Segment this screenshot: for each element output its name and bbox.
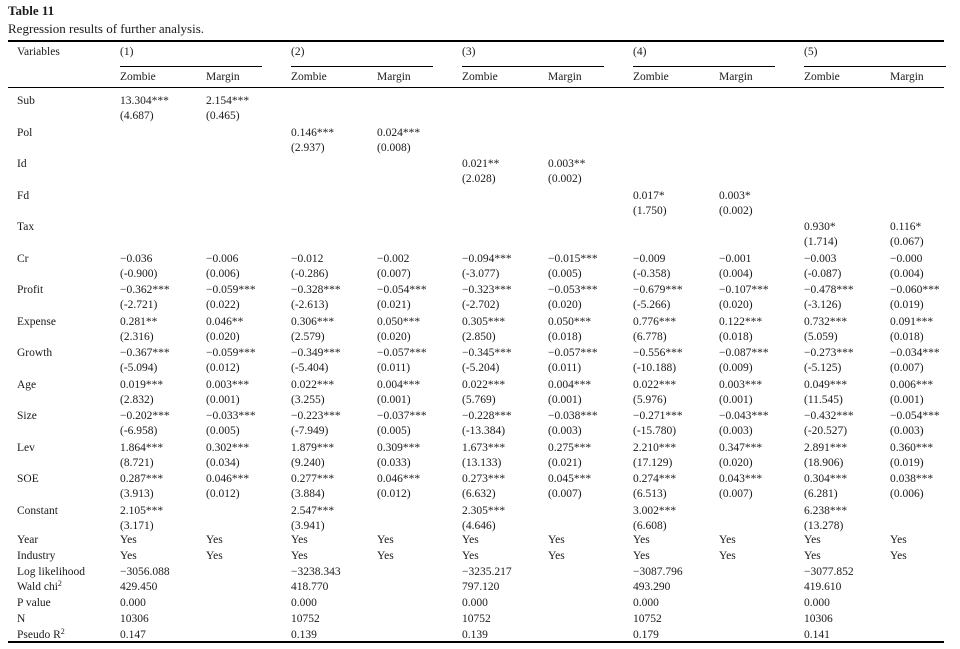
standard-error: (0.019) [890,299,924,311]
coefficient: −0.036 [120,252,153,265]
coefficient: 0.275*** [548,441,592,454]
statistic-value: Yes [120,549,137,562]
coefficient: 0.006*** [890,378,934,391]
statistic-value: Yes [890,534,907,546]
standard-error: (-2.702) [462,299,500,311]
model-header: (4) [633,46,647,58]
standard-error: (0.021) [548,456,582,469]
statistic-value: 419.610 [804,581,842,594]
coefficient: 0.116* [890,221,922,233]
coefficient: 2.547*** [291,504,335,517]
row-label: Year [17,534,39,546]
coefficient: 0.776*** [633,315,677,328]
coefficient: 0.017* [633,189,665,202]
coefficient: 0.302*** [206,441,250,454]
coefficient: −0.107*** [719,284,769,296]
coefficient: −0.034*** [890,347,940,359]
row-label: Expense [17,315,56,328]
coefficient: −0.037*** [377,410,427,422]
standard-error: (0.020) [719,299,753,311]
coefficient: 0.930* [804,221,836,233]
variables-header: Variables [17,46,60,58]
standard-error: (0.018) [719,330,753,343]
coefficient: 0.004*** [377,378,421,391]
standard-error: (0.020) [377,330,411,343]
coefficient: 0.003*** [719,378,763,391]
model-underline [804,66,946,67]
standard-error: (0.018) [890,330,924,343]
coefficient: −0.054*** [890,410,940,422]
standard-error: (2.028) [462,173,496,185]
coefficient: −0.059*** [206,284,256,296]
statistic-value: 429.450 [120,581,158,594]
standard-error: (0.007) [890,362,924,374]
standard-error: (0.007) [548,488,582,500]
coefficient: −0.060*** [890,284,940,296]
standard-error: (0.021) [377,299,411,311]
standard-error: (11.545) [804,393,843,406]
coefficient: 0.277*** [291,473,335,485]
coefficient: 2.305*** [462,504,506,517]
statistic-value: 0.000 [462,597,488,610]
standard-error: (2.579) [291,330,325,343]
coefficient: 0.038*** [890,473,934,485]
row-label: Log likelihood [17,565,86,578]
statistic-value: Yes [291,549,308,562]
coefficient: −0.038*** [548,410,598,422]
row-label: Wald chi$^2$ [17,579,62,594]
coefficient: 0.050*** [377,315,421,328]
standard-error: (-3.077) [462,267,500,280]
coefficient: −0.328*** [291,284,341,296]
row-label: Age [17,378,37,391]
standard-error: (-3.126) [804,299,842,311]
standard-error: (0.006) [206,267,240,280]
coefficient: −0.478*** [804,284,854,296]
coefficient: −0.345*** [462,347,512,359]
coefficient: −0.053*** [548,284,598,296]
standard-error: (0.001) [719,393,753,406]
coefficient: 0.347*** [719,441,763,454]
standard-error: (6.608) [633,519,667,532]
row-label: SOE [17,473,39,485]
statistic-value: Yes [462,534,479,546]
standard-error: (3.171) [120,519,154,532]
statistic-value: Yes [548,534,565,546]
coefficient: 3.002*** [633,504,677,517]
coefficient: −0.349*** [291,347,341,359]
model-header: (2) [291,46,305,58]
coefficient: 0.146*** [291,126,335,139]
subcolumn-header: Zombie [804,71,840,83]
standard-error: (0.003) [548,425,582,437]
coefficient: 0.004*** [548,378,592,391]
standard-error: (0.005) [206,425,240,437]
standard-error: (0.003) [719,425,753,437]
standard-error: (0.009) [719,362,753,374]
coefficient: −0.033*** [206,410,256,422]
standard-error: (-0.286) [291,267,329,280]
coefficient: −0.012 [291,252,324,265]
standard-error: (0.020) [206,330,240,343]
coefficient: 2.210*** [633,441,677,454]
statistic-value: −3087.796 [633,565,683,578]
statistic-value: Yes [206,534,223,546]
standard-error: (6.632) [462,488,496,500]
standard-error: (-5.404) [291,362,329,374]
statistic-value: Yes [804,549,821,562]
row-label: Constant [17,504,58,517]
standard-error: (-5.266) [633,299,671,311]
standard-error: (17.129) [633,456,673,469]
subcolumn-header: Margin [890,71,924,83]
standard-error: (-5.125) [804,362,842,374]
coefficient: −0.059*** [206,347,256,359]
row-label: Lev [17,441,35,454]
coefficient: 0.091*** [890,315,934,328]
standard-error: (2.937) [291,141,325,154]
table-caption: Regression results of further analysis. [8,21,205,36]
coefficient: 0.046** [206,315,244,328]
statistic-value: Yes [890,549,907,562]
coefficient: 0.360*** [890,441,934,454]
row-label: Fd [17,189,30,202]
standard-error: (5.976) [633,393,667,406]
statistic-value: 797.120 [462,581,500,594]
standard-error: (0.001) [548,393,582,406]
table-top-rule [8,40,944,42]
subcolumn-header: Zombie [291,71,327,83]
coefficient: 0.003* [719,189,751,202]
standard-error: (0.004) [719,267,753,280]
coefficient: 0.022*** [633,378,677,391]
superscript: 2 [60,626,65,636]
standard-error: (2.832) [120,393,154,406]
coefficient: 0.022*** [291,378,335,391]
standard-error: (-6.958) [120,425,158,437]
standard-error: (0.007) [719,488,753,500]
standard-error: (13.133) [462,456,502,469]
coefficient: 0.304*** [804,473,848,485]
coefficient: −0.273*** [804,347,854,359]
model-underline [462,66,604,67]
coefficient: 0.019*** [120,378,164,391]
standard-error: (0.018) [548,330,582,343]
standard-error: (0.012) [206,488,240,500]
standard-error: (4.687) [120,110,154,122]
coefficient: 1.864*** [120,441,164,454]
standard-error: (0.003) [890,425,924,437]
row-label: Profit [17,284,44,296]
model-header: (3) [462,46,476,58]
statistic-value: 0.000 [804,597,830,610]
coefficient: −0.057*** [377,347,427,359]
coefficient: −0.057*** [548,347,598,359]
coefficient: −0.679*** [633,284,683,296]
statistic-value: 0.000 [633,597,659,610]
coefficient: 0.003*** [206,378,250,391]
coefficient: 0.043*** [719,473,763,485]
coefficient: −0.323*** [462,284,512,296]
standard-error: (18.906) [804,456,844,469]
standard-error: (4.646) [462,519,496,532]
statistic-value: 418.770 [291,581,329,594]
standard-error: (0.001) [890,393,924,406]
statistic-value: Yes [206,549,223,562]
standard-error: (0.012) [206,362,240,374]
row-label: Growth [17,347,53,359]
row-label: N [17,613,26,625]
statistic-value: Yes [548,549,565,562]
statistic-value: 0.000 [291,597,317,610]
row-label: Tax [17,221,35,233]
coefficient: 1.879*** [291,441,335,454]
standard-error: (0.465) [206,110,240,122]
standard-error: (1.750) [633,204,667,217]
standard-error: (-15.780) [633,425,677,437]
coefficient: 0.305*** [462,315,506,328]
row-label: Size [17,410,37,422]
coefficient: 0.309*** [377,441,421,454]
statistic-value: −3077.852 [804,565,854,578]
coefficient: 2.154*** [206,95,250,107]
standard-error: (3.913) [120,488,154,500]
row-label: Sub [17,95,35,107]
standard-error: (0.011) [548,362,582,374]
statistic-value: −3238.343 [291,565,341,578]
subcolumn-header: Zombie [120,71,156,83]
coefficient: 0.122*** [719,315,763,328]
coefficient: 0.003** [548,158,586,170]
row-label: Id [17,158,27,170]
standard-error: (9.240) [291,456,325,469]
superscript: 2 [57,579,62,589]
coefficient: 0.732*** [804,315,848,328]
coefficient: −0.202*** [120,410,170,422]
coefficient: −0.223*** [291,410,341,422]
statistic-value: 10752 [291,613,320,625]
statistic-value: 0.179 [633,628,659,641]
standard-error: (0.012) [377,488,411,500]
statistic-value: 10306 [120,613,149,625]
standard-error: (13.278) [804,519,844,532]
coefficient: 0.046*** [206,473,250,485]
statistic-value: 0.147 [120,628,146,641]
standard-error: (0.034) [206,456,240,469]
standard-error: (0.006) [890,488,924,500]
standard-error: (3.255) [291,393,325,406]
standard-error: (-0.358) [633,267,671,280]
coefficient: 0.273*** [462,473,506,485]
statistic-value: Yes [462,549,479,562]
row-label: Pseudo $R^2$ [17,626,65,641]
statistic-value: 0.000 [120,597,146,610]
standard-error: (-20.527) [804,425,848,437]
statistic-value: Yes [719,549,736,562]
statistic-value: Yes [377,549,394,562]
row-label: Pol [17,126,33,139]
statistic-value: 0.141 [804,628,830,641]
coefficient: 0.022*** [462,378,506,391]
statistic-value: Yes [377,534,394,546]
subcolumn-header: Margin [377,71,411,83]
model-underline [633,66,775,67]
statistic-value: 493.290 [633,581,671,594]
standard-error: (5.769) [462,393,496,406]
statistic-value: 10752 [462,613,491,625]
standard-error: (5.059) [804,330,838,343]
statistic-value: 0.139 [462,628,488,641]
model-underline [120,66,262,67]
subcolumn-header: Zombie [633,71,669,83]
coefficient: −0.001 [719,252,752,265]
coefficient: −0.002 [377,252,410,265]
coefficient: −0.556*** [633,347,683,359]
statistic-value: Yes [120,534,137,546]
standard-error: (0.001) [377,393,411,406]
standard-error: (3.884) [291,488,325,500]
coefficient: 6.238*** [804,504,848,517]
standard-error: (0.008) [377,141,411,154]
statistic-value: Yes [633,534,650,546]
statistic-value: 10306 [804,613,833,625]
standard-error: (0.033) [377,456,411,469]
standard-error: (-2.721) [120,299,158,311]
statistic-value: Yes [719,534,736,546]
standard-error: (-5.204) [462,362,500,374]
header-rule [8,87,944,88]
coefficient: 0.049*** [804,378,848,391]
coefficient: −0.000 [890,252,923,265]
standard-error: (1.714) [804,236,838,248]
statistic-value: 10752 [633,613,662,625]
coefficient: 0.045*** [548,473,592,485]
standard-error: (2.316) [120,330,154,343]
statistic-value: 0.139 [291,628,317,641]
statistic-value: −3235.217 [462,565,512,578]
standard-error: (-0.900) [120,267,158,280]
row-label: Cr [17,252,29,265]
row-label: P value [17,597,51,610]
standard-error: (-2.613) [291,299,329,311]
statistic-value: Yes [804,534,821,546]
standard-error: (6.513) [633,488,667,500]
coefficient: −0.043*** [719,410,769,422]
standard-error: (0.002) [719,204,753,217]
standard-error: (0.005) [377,425,411,437]
standard-error: (0.002) [548,173,582,185]
standard-error: (2.850) [462,330,496,343]
coefficient: −0.006 [206,252,239,265]
coefficient: 0.306*** [291,315,335,328]
coefficient: 2.891*** [804,441,848,454]
coefficient: 0.046*** [377,473,421,485]
subcolumn-header: Margin [206,71,240,83]
standard-error: (0.020) [548,299,582,311]
coefficient: −0.271*** [633,410,683,422]
standard-error: (-10.188) [633,362,677,374]
coefficient: 0.287*** [120,473,164,485]
coefficient: 0.021** [462,158,500,170]
coefficient: −0.228*** [462,410,512,422]
coefficient: 2.105*** [120,504,164,517]
model-header: (1) [120,46,134,58]
statistic-value: Yes [633,549,650,562]
coefficient: 0.274*** [633,473,677,485]
standard-error: (0.007) [377,267,411,280]
coefficient: −0.094*** [462,252,512,265]
coefficient: −0.054*** [377,284,427,296]
coefficient: −0.362*** [120,284,170,296]
coefficient: −0.009 [633,252,666,265]
standard-error: (0.005) [548,267,582,280]
row-label: Industry [17,549,56,562]
standard-error: (3.941) [291,519,325,532]
standard-error: (0.011) [377,362,411,374]
statistic-value: Yes [291,534,308,546]
statistic-value: −3056.088 [120,565,170,578]
coefficient: −0.367*** [120,347,170,359]
standard-error: (-0.087) [804,267,842,280]
coefficient: −0.432*** [804,410,854,422]
subcolumn-header: Zombie [462,71,498,83]
coefficient: −0.015*** [548,252,598,265]
standard-error: (0.004) [890,267,924,280]
coefficient: 0.024*** [377,126,421,139]
standard-error: (0.022) [206,299,240,311]
coefficient: −0.087*** [719,347,769,359]
model-underline [291,66,433,67]
table-title: Table 11 [8,3,55,18]
standard-error: (-13.384) [462,425,506,437]
standard-error: (0.019) [890,456,924,469]
model-header: (5) [804,46,818,58]
standard-error: (6.778) [633,330,667,343]
standard-error: (8.721) [120,456,154,469]
coefficient: −0.003 [804,252,837,265]
standard-error: (0.020) [719,456,753,469]
standard-error: (-5.094) [120,362,158,374]
coefficient: 1.673*** [462,441,506,454]
coefficient: 0.050*** [548,315,592,328]
standard-error: (6.281) [804,488,838,500]
standard-error: (0.067) [890,236,924,248]
coefficient: 0.281** [120,315,158,328]
subcolumn-header: Margin [548,71,582,83]
subcolumn-header: Margin [719,71,753,83]
standard-error: (-7.949) [291,425,329,437]
coefficient: 13.304*** [120,95,169,107]
standard-error: (0.001) [206,393,240,406]
